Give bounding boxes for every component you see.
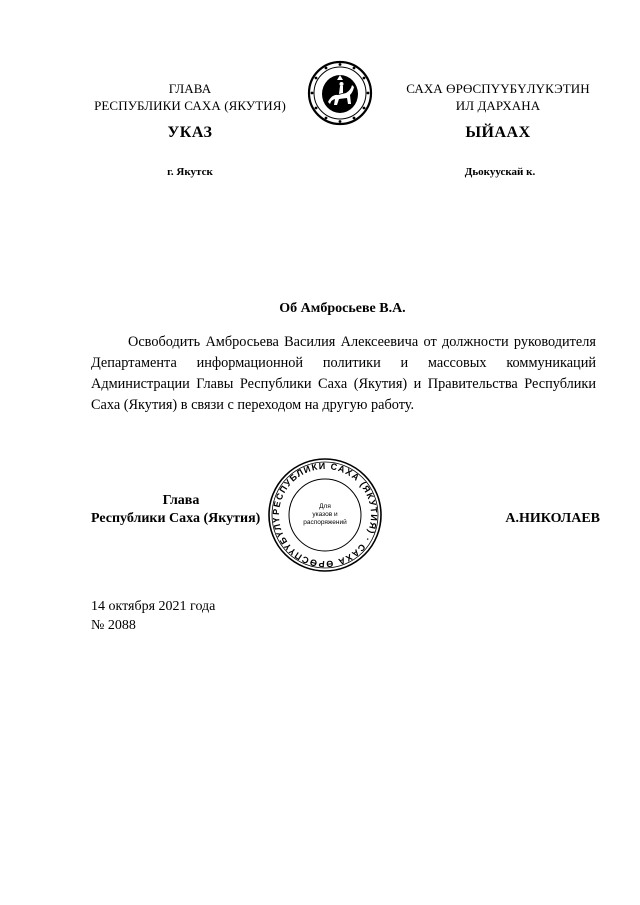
stamp-center-line3: распоряжений — [303, 519, 347, 526]
signature-position-line2: Республики Саха (Якутия) — [91, 511, 261, 526]
document-subject: Об Амбросьеве В.А. — [279, 301, 406, 316]
header-right-line1: САХА ӨРӨСПҮҮБҮЛҮКЭТИН — [406, 81, 590, 96]
header-left-line1: ГЛАВА — [168, 81, 212, 96]
stamp-ring-text: РЕСПУБЛИКИ САХА (ЯКУТИЯ) · САХА ӨРӨСПҮҮБҮЛҮ — [270, 460, 380, 570]
header-right — [388, 80, 608, 114]
title-yiaakh: ЫЙААХ — [465, 124, 531, 141]
stamp-center-line1: Для — [319, 503, 331, 510]
header-left-line2: РЕСПУБЛИКИ САХА (ЯКУТИЯ) — [94, 98, 286, 113]
stamp-center-line2: указов и — [312, 511, 338, 518]
document-date: 14 октября 2021 года — [91, 599, 216, 614]
signature-position-line1: Глава — [162, 493, 200, 508]
header-right-line2: ИЛ ДАРХАНА — [455, 98, 541, 113]
coat-of-arms-emblem — [306, 60, 374, 126]
city-left: г. Якутск — [167, 166, 213, 178]
official-seal-stamp — [266, 456, 384, 574]
document-number: № 2088 — [91, 618, 136, 633]
signatory-name: А.НИКОЛАЕВ — [505, 511, 600, 526]
document-body: Освободить Амбросьева Василия Алексеевича от должности руководителя Департамента информационной политики и массовых коммуникаций Администрации Главы Республики Саха (Якутия) и Правительства Республики Саха (Якутия) в связи с переходом на другую работу. — [91, 334, 596, 413]
header-left — [70, 80, 310, 114]
city-right: Дьокуускай к. — [464, 166, 536, 178]
title-ukaz: УКАЗ — [167, 124, 213, 141]
